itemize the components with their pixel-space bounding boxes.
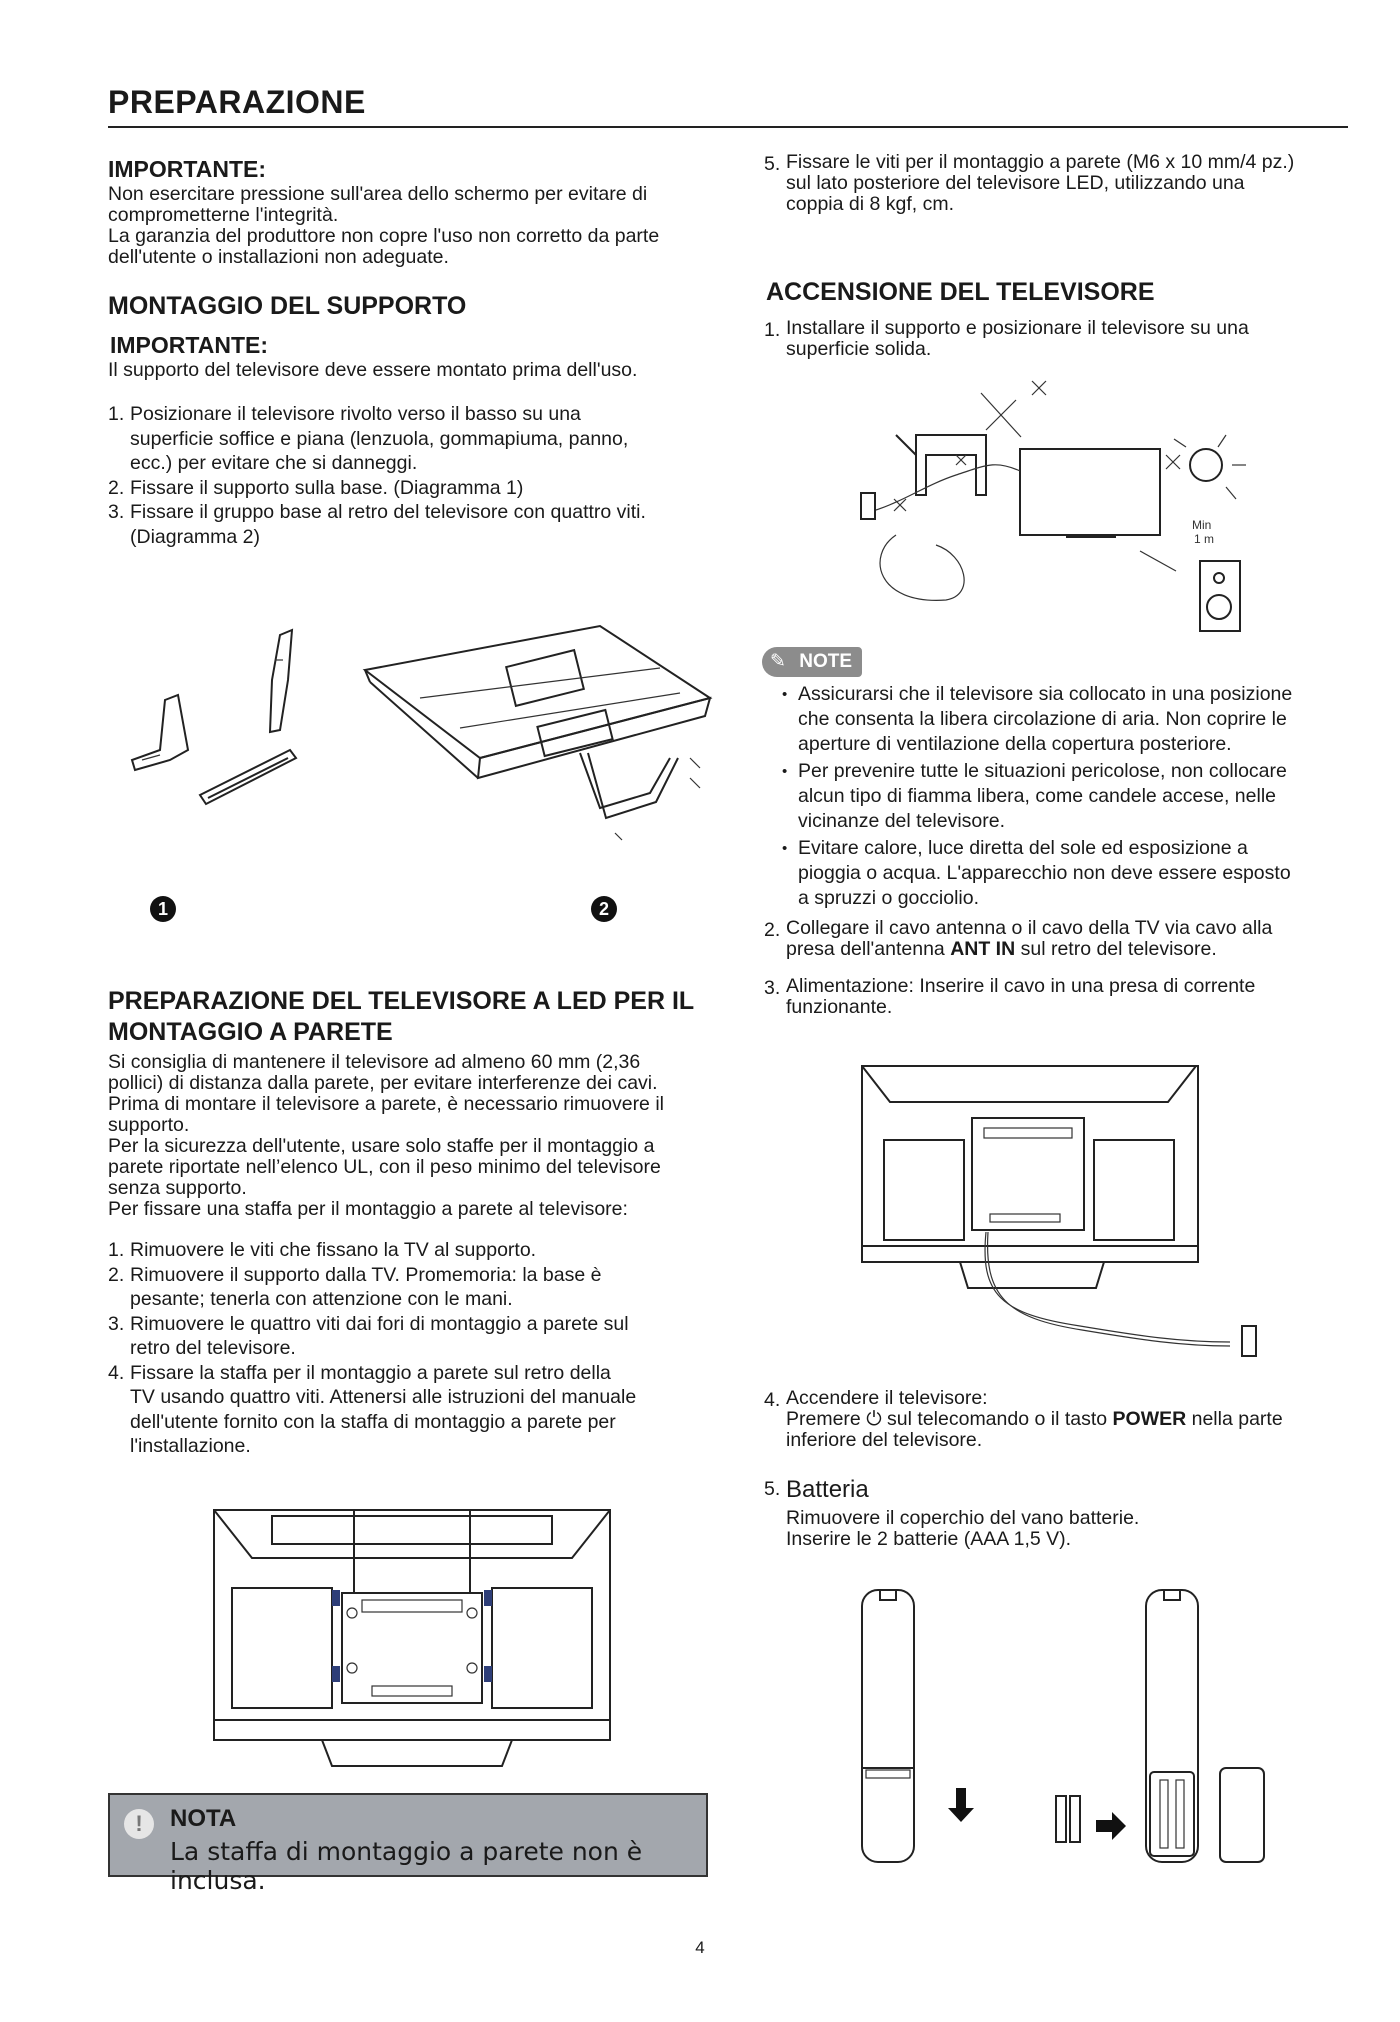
power-step-4: 4. Accendere il televisore: Premere ⏻ sul telecomando o il tasto POWER nella parte inferiore del televisore. (764, 1387, 1283, 1451)
stand-step-1: 1. Posizionare il televisore rivolto verso il basso su una superficie soffice e piana (lenzuola, gommapiuma, panno, ecc.) per evitare che si danneggi. (108, 403, 629, 474)
power-step-5: 5. Batteria Rimuovere il coperchio del vano batterie. Inserire le 2 batterie (AAA 1,5 V). (764, 1476, 1140, 1550)
important-text: Non esercitare pressione sull'area dello schermo per evitare di comprometterne l'integrità. La garanzia del produttore non copre l'uso non corretto da parte dell'utente o installazioni non adeguate. (108, 183, 660, 268)
note-bullet-3: • Evitare calore, luce diretta del sole ed esposizione a pioggia o acqua. L'apparecchio non deve essere esposto a spruzzi o gocciolio. (782, 836, 1342, 911)
tv-back-wallmount-diagram (212, 1508, 612, 1772)
warning-icon: ! (124, 1809, 154, 1839)
diagram-2-label: 2 (591, 896, 617, 922)
power-step-2: 2. Collegare il cavo antenna o il cavo della TV via cavo alla presa dell'antenna ANT IN sul retro del televisore. (764, 917, 1273, 960)
page-number: 4 (695, 1938, 705, 1957)
tv-placement-diagram (836, 375, 1256, 635)
stand-steps (108, 402, 708, 549)
power-icon: ⏻ (866, 1408, 882, 1430)
note-bullet-1: • Assicurarsi che il televisore sia collocato in una posizione che consenta la libera circolazione di aria. Non coprire le aperture di ventilazione della copertura posteriore. (782, 682, 1342, 757)
important-heading: IMPORTANTE: (108, 156, 267, 182)
screw-step: 5. Fissare le viti per il montaggio a parete (M6 x 10 mm/4 pz.) sul lato posteriore del televisore LED, utilizzando una coppia di 8 kgf, cm. (764, 151, 1295, 215)
nota-text: La staffa di montaggio a parete non è inclusa. (170, 1837, 643, 1895)
distance-label-min: Min (1192, 518, 1212, 532)
wall-step-1: 1. Rimuovere le viti che fissano la TV al supporto. (108, 1239, 537, 1261)
wall-mount-heading: PREPARAZIONE DEL TELEVISORE A LED PER IL MONTAGGIO A PARETE (108, 987, 695, 1046)
stand-step-3: 3. Fissare il gruppo base al retro del televisore con quattro viti. (Diagramma 2) (108, 501, 646, 548)
note-bullet-2: • Per prevenire tutte le situazioni pericolose, non collocare alcun tipo di fiamma libera, come candele accese, nelle vicinanze del televisore. (782, 759, 1342, 834)
stand-important-text: Il supporto del televisore deve essere montato prima dell'uso. (108, 359, 638, 381)
stand-important-heading: IMPORTANTE: (110, 332, 269, 358)
stand-attach-diagram (360, 608, 720, 848)
page-title: PREPARAZIONE (108, 84, 366, 120)
battery-diagram (856, 1580, 1296, 1870)
wall-mount-steps (108, 1238, 708, 1459)
wall-step-3: 3. Rimuovere le quattro viti dai fori di montaggio a parete sul retro del televisore. (108, 1312, 629, 1359)
pencil-icon: ✎ (770, 651, 786, 672)
stand-step-2: 2. Fissare il supporto sulla base. (Diagramma 1) (108, 476, 524, 499)
power-on-heading: ACCENSIONE DEL TELEVISORE (766, 278, 1155, 306)
stand-heading: MONTAGGIO DEL SUPPORTO (108, 292, 467, 320)
wall-step-2: 2. Rimuovere il supporto dalla TV. Promemoria: la base è pesante; tenerla con attenzione con le mani. (108, 1263, 602, 1310)
power-step-1: 1. Installare il supporto e posizionare il televisore su una superficie solida. (764, 317, 1249, 360)
note-bullets (782, 682, 1342, 913)
wall-mount-text: Si consiglia di mantenere il televisore ad almeno 60 mm (2,36 pollici) di distanza dalla parete, per evitare interferenze dei cavi. Prima di montare il televisore a parete, è necessario rimuovere il supporto. Per la sicurezza dell'utente, usare solo staffe per il montaggio a parete riportate nell’elenco UL, con il peso minimo del televisore senza supporto. Per fissare una staffa per il montaggio a parete al televisore: (108, 1051, 664, 1220)
wall-step-4: 4. Fissare la staffa per il montaggio a parete sul retro della TV usando quattro viti. Attenersi alle istruzioni del manuale dell'utente fornito con la staffa di montaggio a parete per l'installazione. (108, 1361, 637, 1457)
diagram-1-label: 1 (150, 896, 176, 922)
tv-power-cord-diagram (860, 1064, 1260, 1370)
distance-label-1m: 1 m (1194, 532, 1215, 546)
power-step-3: 3. Alimentazione: Inserire il cavo in una presa di corrente funzionante. (764, 975, 1256, 1018)
nota-heading: NOTA (170, 1805, 237, 1832)
stand-parts-diagram (120, 620, 340, 820)
title-divider (108, 126, 1348, 128)
note-badge: ✎ NOTE (762, 647, 862, 677)
nota-box (108, 1793, 708, 1895)
